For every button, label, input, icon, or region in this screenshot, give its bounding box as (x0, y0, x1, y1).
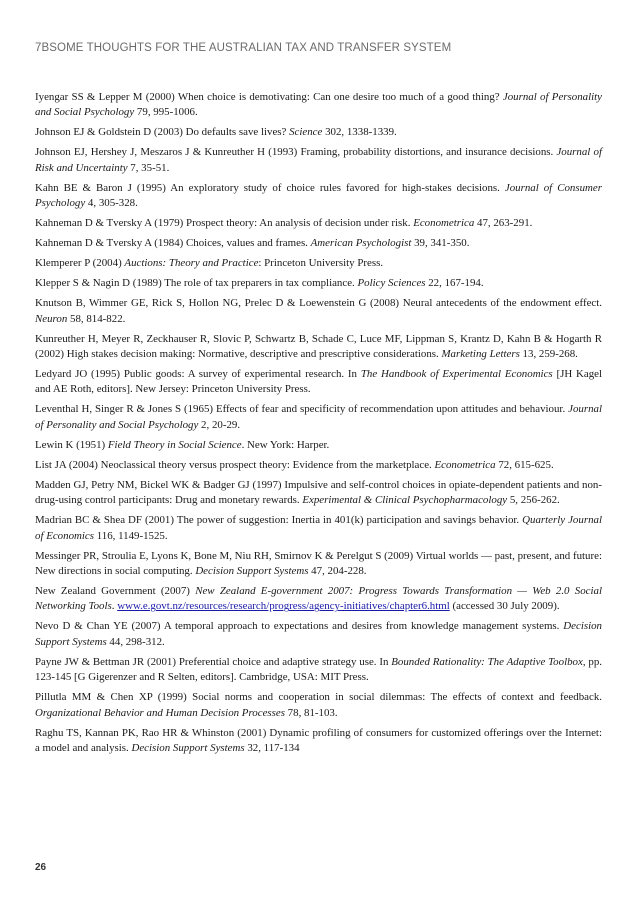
reference-text: [JH Kagel and AE Roth, editors]. New Jersey: Princeton University Press. (35, 368, 602, 396)
reference-text: Ledyard JO (1995) Public goods: A survey of experimental research. In (35, 368, 361, 381)
reference-source: Science (289, 126, 323, 139)
reference-source: Experimental & Clinical Psychopharmacology (302, 494, 508, 507)
reference-entry (35, 296, 602, 327)
reference-source: Econometrica (434, 458, 496, 471)
reference-text: Nevo D & Chan YE (2007) A temporal approach to expectations and desires from knowledge management systems. (35, 620, 564, 633)
reference-text: Lewin K (1951) (35, 438, 108, 451)
reference-text: 302, 1338-1339. (322, 126, 397, 139)
reference-source: Journal of Consumer Psychology (35, 181, 602, 210)
reference-source: Bounded Rationality: The Adaptive Toolbox (391, 655, 583, 668)
reference-entry (35, 549, 602, 580)
reference-text: , pp. 123-145 [G Gigerenzer and R Selten, editors]. Cambridge, USA: MIT Press. (35, 655, 602, 684)
reference-source: Marketing Letters (441, 348, 520, 361)
reference-text: 39, 341-350. (411, 237, 470, 250)
reference-link[interactable]: www.e.govt.nz/resources/research/progress/agency-initiatives/chapter6.html (117, 600, 450, 613)
reference-text: Madden GJ, Petry NM, Bickel WK & Badger GJ (1997) Impulsive and self-control choices in opiate-dependent patients and non-drug-using control participants: Drug and monetary rewards. (35, 478, 602, 507)
reference-text: Pillutla MM & Chen XP (1999) Social norms and cooperation in social dilemmas: The effects of context and feedback. (35, 691, 602, 704)
reference-text: Kahneman D & Tversky A (1979) Prospect theory: An analysis of decision under risk. (35, 217, 414, 230)
reference-entry (35, 181, 602, 212)
reference-entry (35, 478, 602, 509)
reference-text: 2, 20-29. (198, 418, 241, 431)
reference-list (35, 90, 602, 761)
reference-text: 44, 298-312. (106, 635, 165, 648)
reference-text: 13, 259-268. (519, 348, 578, 361)
reference-text: List JA (2004) Neoclassical theory versus prospect theory: Evidence from the marketplace. (35, 458, 435, 471)
reference-text: 22, 167-194. (425, 277, 484, 290)
reference-entry (35, 655, 602, 686)
reference-text: Johnson EJ & Goldstein D (2003) Do defaults save lives? (35, 126, 290, 139)
reference-entry (35, 367, 602, 398)
reference-entry (35, 256, 602, 271)
reference-text: Iyengar SS & Lepper M (2000) When choice is demotivating: Can one desire too much of a good thing? (35, 91, 503, 103)
reference-source: New Zealand E-government 2007: Progress Towards Transformation — Web 2.0 Social Networking Tools (35, 585, 602, 613)
reference-text: 7, 35-51. (127, 161, 170, 174)
reference-text: . New York: Harper. (241, 438, 330, 451)
reference-source: The Handbook of Experimental Economics (360, 368, 553, 381)
reference-text: 72, 615-625. (495, 458, 554, 471)
reference-entry (35, 216, 602, 231)
reference-entry (35, 584, 602, 615)
reference-text: 79, 995-1006. (134, 106, 198, 119)
reference-entry (35, 332, 602, 363)
reference-entry (35, 726, 602, 757)
reference-text: . (111, 600, 118, 613)
reference-text: New Zealand Government (2007) (35, 585, 196, 598)
reference-entry (35, 619, 602, 650)
reference-text: Messinger PR, Stroulia E, Lyons K, Bone M, Niu RH, Smirnov K & Perelgut S (2009) Virtual worlds — past, present, and future: New directions in social computing. (35, 549, 602, 578)
reference-source: Journal of Personality and Social Psychology (35, 403, 602, 431)
reference-text: 47, 263-291. (474, 217, 533, 230)
reference-source: Journal of Risk and Uncertainty (35, 146, 602, 174)
reference-text: 78, 81-103. (284, 706, 338, 719)
reference-entry (35, 145, 602, 176)
reference-text: (accessed 30 July 2009). (449, 600, 560, 613)
reference-text: 32, 117-134 (244, 742, 300, 755)
reference-source: Decision Support Systems (35, 620, 602, 648)
reference-source: American Psychologist (310, 237, 412, 250)
reference-text: 47, 204-228. (308, 565, 367, 578)
reference-text: Payne JW & Bettman JR (2001) Preferential choice and adaptive strategy use. In (35, 655, 392, 668)
reference-source: Auctions: Theory and Practice (124, 257, 259, 270)
reference-source: Policy Sciences (357, 277, 426, 290)
page-number: 26 (35, 862, 47, 873)
reference-entry (35, 438, 602, 453)
reference-source: Field Theory in Social Science (107, 438, 242, 451)
reference-entry (35, 90, 602, 121)
reference-entry (35, 125, 602, 140)
reference-text: Madrian BC & Shea DF (2001) The power of suggestion: Inertia in 401(k) participation and savings behavior. (35, 514, 523, 527)
reference-entry (35, 458, 602, 473)
reference-text: Kahneman D & Tversky A (1984) Choices, values and frames. (35, 237, 311, 250)
reference-source: Econometrica (413, 217, 475, 230)
reference-text: Klepper S & Nagin D (1989) The role of tax preparers in tax compliance. (35, 277, 358, 290)
reference-text: 5, 256-262. (507, 494, 560, 507)
reference-source: Decision Support Systems (131, 742, 245, 755)
reference-source: Quarterly Journal of Economics (35, 514, 602, 542)
reference-entry (35, 513, 602, 544)
reference-entry (35, 690, 602, 721)
reference-source: Organizational Behavior and Human Decision Processes (35, 706, 285, 719)
reference-text: Kahn BE & Baron J (1995) An exploratory study of choice rules favored for high-stakes decisions. (35, 181, 505, 194)
reference-entry (35, 236, 602, 251)
reference-text: Klemperer P (2004) (35, 257, 125, 270)
reference-text: 4, 305-328. (85, 197, 138, 210)
reference-entry (35, 276, 602, 291)
reference-source: Neuron (35, 312, 68, 325)
reference-text: Knutson B, Wimmer GE, Rick S, Hollon NG, Prelec D & Loewenstein G (2008) Neural antecedents of the endowment effect. (35, 297, 602, 310)
reference-text: 116, 1149-1525. (93, 529, 168, 542)
reference-text: : Princeton University Press. (258, 257, 384, 270)
reference-entry (35, 402, 602, 433)
reference-source: Journal of Personality and Social Psychology (35, 91, 602, 119)
reference-text: 58, 814-822. (67, 312, 126, 325)
running-header: 7BSOME THOUGHTS FOR THE AUSTRALIAN TAX AND TRANSFER SYSTEM (35, 42, 452, 54)
reference-text: Raghu TS, Kannan PK, Rao HR & Whinston (2001) Dynamic profiling of consumers for customized offerings over the Internet: a model and analysis. (35, 726, 602, 755)
reference-text: Kunreuther H, Meyer R, Zeckhauser R, Slovic P, Schwartz B, Schade C, Luce MF, Lippman S, Krantz D, Kahn B & Hogarth R (2002) High stakes decision making: Normative, descriptive and prescriptive considerations. (35, 332, 602, 361)
reference-text: Johnson EJ, Hershey J, Meszaros J & Kunreuther H (1993) Framing, probability distortions, and insurance decisions. (35, 146, 557, 159)
reference-text: Leventhal H, Singer R & Jones S (1965) Effects of fear and specificity of recommendation upon attitudes and behaviour. (35, 403, 569, 416)
reference-source: Decision Support Systems (195, 565, 309, 578)
